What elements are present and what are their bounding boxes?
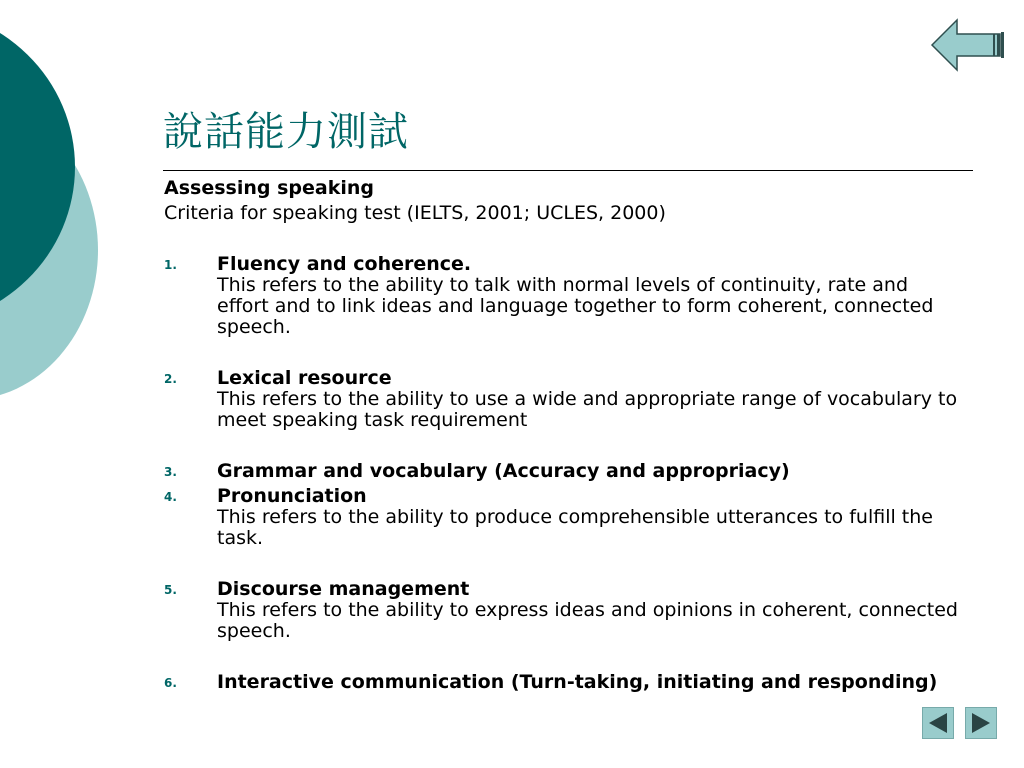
criteria-title: Pronunciation (217, 485, 367, 507)
criteria-description: This refers to the ability to produce comprehensible utterances to fulfill the task. (217, 506, 933, 549)
criteria-title: Lexical resource (217, 367, 392, 389)
criteria-title: Fluency and coherence. (217, 253, 472, 275)
previous-slide-button[interactable] (922, 707, 954, 739)
criteria-title: Discourse management (217, 578, 470, 600)
return-arrow-icon (930, 18, 1006, 72)
next-slide-icon (965, 707, 997, 739)
criteria-description: This refers to the ability to talk with normal levels of continuity, rate and effort and to link ideas and language together to form coherent, connected speech. (217, 274, 934, 338)
criteria-item (164, 254, 964, 338)
title-divider (163, 170, 973, 171)
criteria-item (164, 579, 964, 642)
criteria-number: 3. (164, 465, 177, 479)
section-subheading: Criteria for speaking test (IELTS, 2001; UCLES, 2000) (164, 202, 666, 224)
slide-content (164, 176, 964, 693)
return-arrow-button[interactable] (930, 18, 1006, 72)
section-heading: Assessing speaking (164, 177, 374, 199)
criteria-item (164, 368, 964, 431)
criteria-item (164, 672, 964, 693)
criteria-number: 1. (164, 258, 177, 272)
slide-title: 說話能力測試 (163, 109, 409, 155)
previous-slide-icon (922, 707, 954, 739)
criteria-title: Interactive communication (Turn-taking, initiating and responding) (217, 671, 938, 693)
criteria-item (164, 486, 964, 549)
criteria-item (164, 461, 964, 482)
criteria-number: 4. (164, 490, 177, 504)
criteria-number: 5. (164, 583, 177, 597)
next-slide-button[interactable] (965, 707, 997, 739)
criteria-number: 2. (164, 372, 177, 386)
criteria-list (164, 254, 964, 693)
criteria-title: Grammar and vocabulary (Accuracy and appropriacy) (217, 460, 790, 482)
criteria-number: 6. (164, 676, 177, 690)
criteria-description: This refers to the ability to express ideas and opinions in coherent, connected speech. (217, 599, 958, 642)
criteria-description: This refers to the ability to use a wide and appropriate range of vocabulary to meet speaking task requirement (217, 388, 958, 431)
